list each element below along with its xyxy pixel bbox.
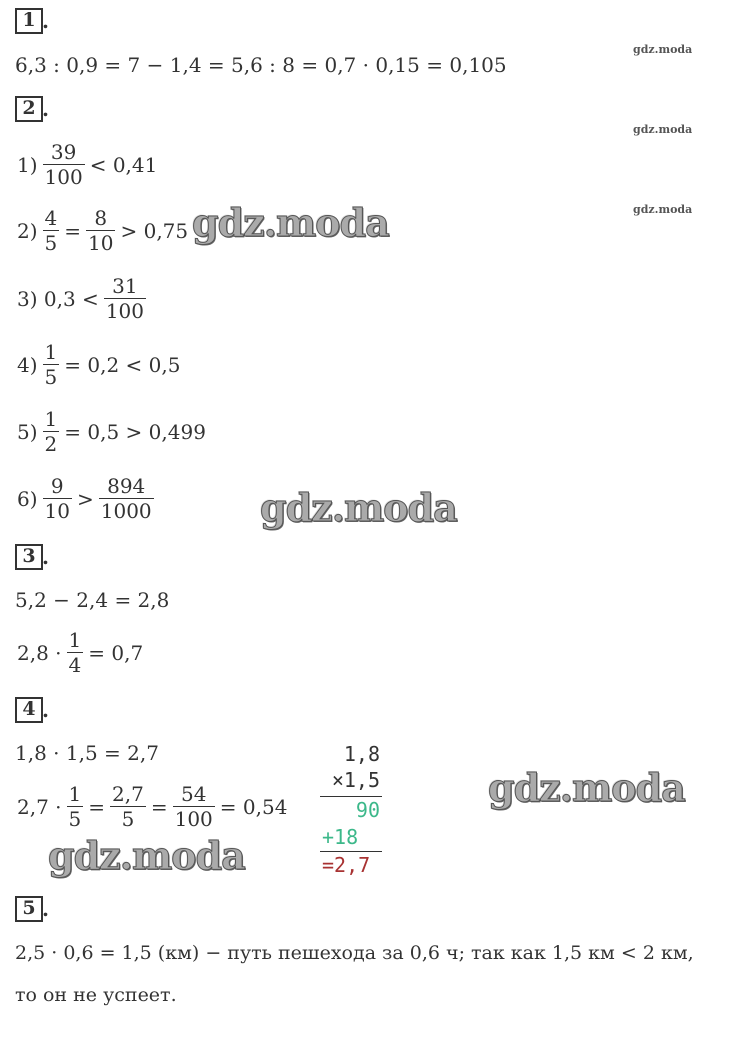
task5-line-2: то он не успеет. xyxy=(15,984,177,1006)
task5-line-1: 2,5 · 0,6 = 1,5 (км) − путь пешехода за 0,6 ч; так как 1,5 км < 2 км, xyxy=(15,942,694,964)
watermark-large-2: gdz.moda xyxy=(260,485,457,530)
task-number-5: 5 xyxy=(15,896,43,922)
column-rule-1 xyxy=(320,796,382,797)
fraction: $\frac{9}{10}$ xyxy=(44,474,70,523)
task-number-dot: . xyxy=(42,897,49,921)
column-factor-b: ×1,5 xyxy=(331,768,380,792)
fraction: $\frac{8}{10}$ xyxy=(88,206,114,255)
task-number-4: 4 xyxy=(15,697,43,723)
task3-line-2: 2,8 · $\frac{1}{4}$ = 0,7 xyxy=(17,628,144,677)
task-number-dot: . xyxy=(42,9,49,33)
watermark-small-3: gdz.moda xyxy=(633,203,693,216)
fraction: $\frac{1}{2}$ xyxy=(44,407,58,456)
task2-item-2: 2) $\frac{4}{5}$ = $\frac{8}{10}$ > 0,75 xyxy=(17,206,189,255)
task1-equation: 6,3 : 0,9 = 7 − 1,4 = 5,6 : 8 = 0,7 · 0,15 = 0,105 xyxy=(15,53,507,77)
watermark-large-3: gdz.moda xyxy=(488,765,685,810)
column-partial-1: 90 xyxy=(355,798,380,822)
task-number-1: 1 xyxy=(15,8,43,34)
fraction: $\frac{31}{100}$ xyxy=(105,274,144,323)
task-number-3: 3 xyxy=(15,544,43,570)
fraction: $\frac{1}{4}$ xyxy=(68,628,82,677)
fraction: $\frac{2,7}{5}$ xyxy=(112,782,144,831)
watermark-small-1: gdz.moda xyxy=(633,43,693,56)
task2-item-3: 3) 0,3 < $\frac{31}{100}$ xyxy=(17,274,144,323)
column-result: =2,7 xyxy=(322,853,371,877)
task4-line-1: 1,8 · 1,5 = 2,7 xyxy=(15,741,159,765)
fraction: $\frac{1}{5}$ xyxy=(44,340,58,389)
fraction: $\frac{1}{5}$ xyxy=(68,782,82,831)
column-rule-2 xyxy=(320,851,382,852)
watermark-small-2: gdz.moda xyxy=(633,123,693,136)
fraction: $\frac{54}{100}$ xyxy=(174,782,213,831)
fraction: $\frac{4}{5}$ xyxy=(44,206,58,255)
watermark-large-4: gdz.moda xyxy=(48,833,245,878)
task-number-2: 2 xyxy=(15,96,43,122)
task-number-dot: . xyxy=(42,97,49,121)
task2-item-6: 6) $\frac{9}{10}$ > $\frac{894}{1000}$ xyxy=(17,474,152,523)
fraction: $\frac{39}{100}$ xyxy=(44,140,83,189)
task-number-dot: . xyxy=(42,698,49,722)
task2-item-1: 1) $\frac{39}{100}$ < 0,41 xyxy=(17,140,158,189)
fraction: $\frac{894}{1000}$ xyxy=(100,474,152,523)
task2-item-5: 5) $\frac{1}{2}$ = 0,5 > 0,499 xyxy=(17,407,206,456)
task3-line-1: 5,2 − 2,4 = 2,8 xyxy=(15,588,170,612)
column-partial-2: +18 xyxy=(322,825,359,849)
watermark-large-1: gdz.moda xyxy=(192,200,389,245)
task2-item-4: 4) $\frac{1}{5}$ = 0,2 < 0,5 xyxy=(17,340,181,389)
task4-line-2: 2,7 · $\frac{1}{5}$ = $\frac{2,7}{5}$ = $\frac{54}{100}$ = 0,54 xyxy=(17,782,288,831)
column-factor-a: 1,8 xyxy=(343,742,380,766)
task-number-dot: . xyxy=(42,545,49,569)
